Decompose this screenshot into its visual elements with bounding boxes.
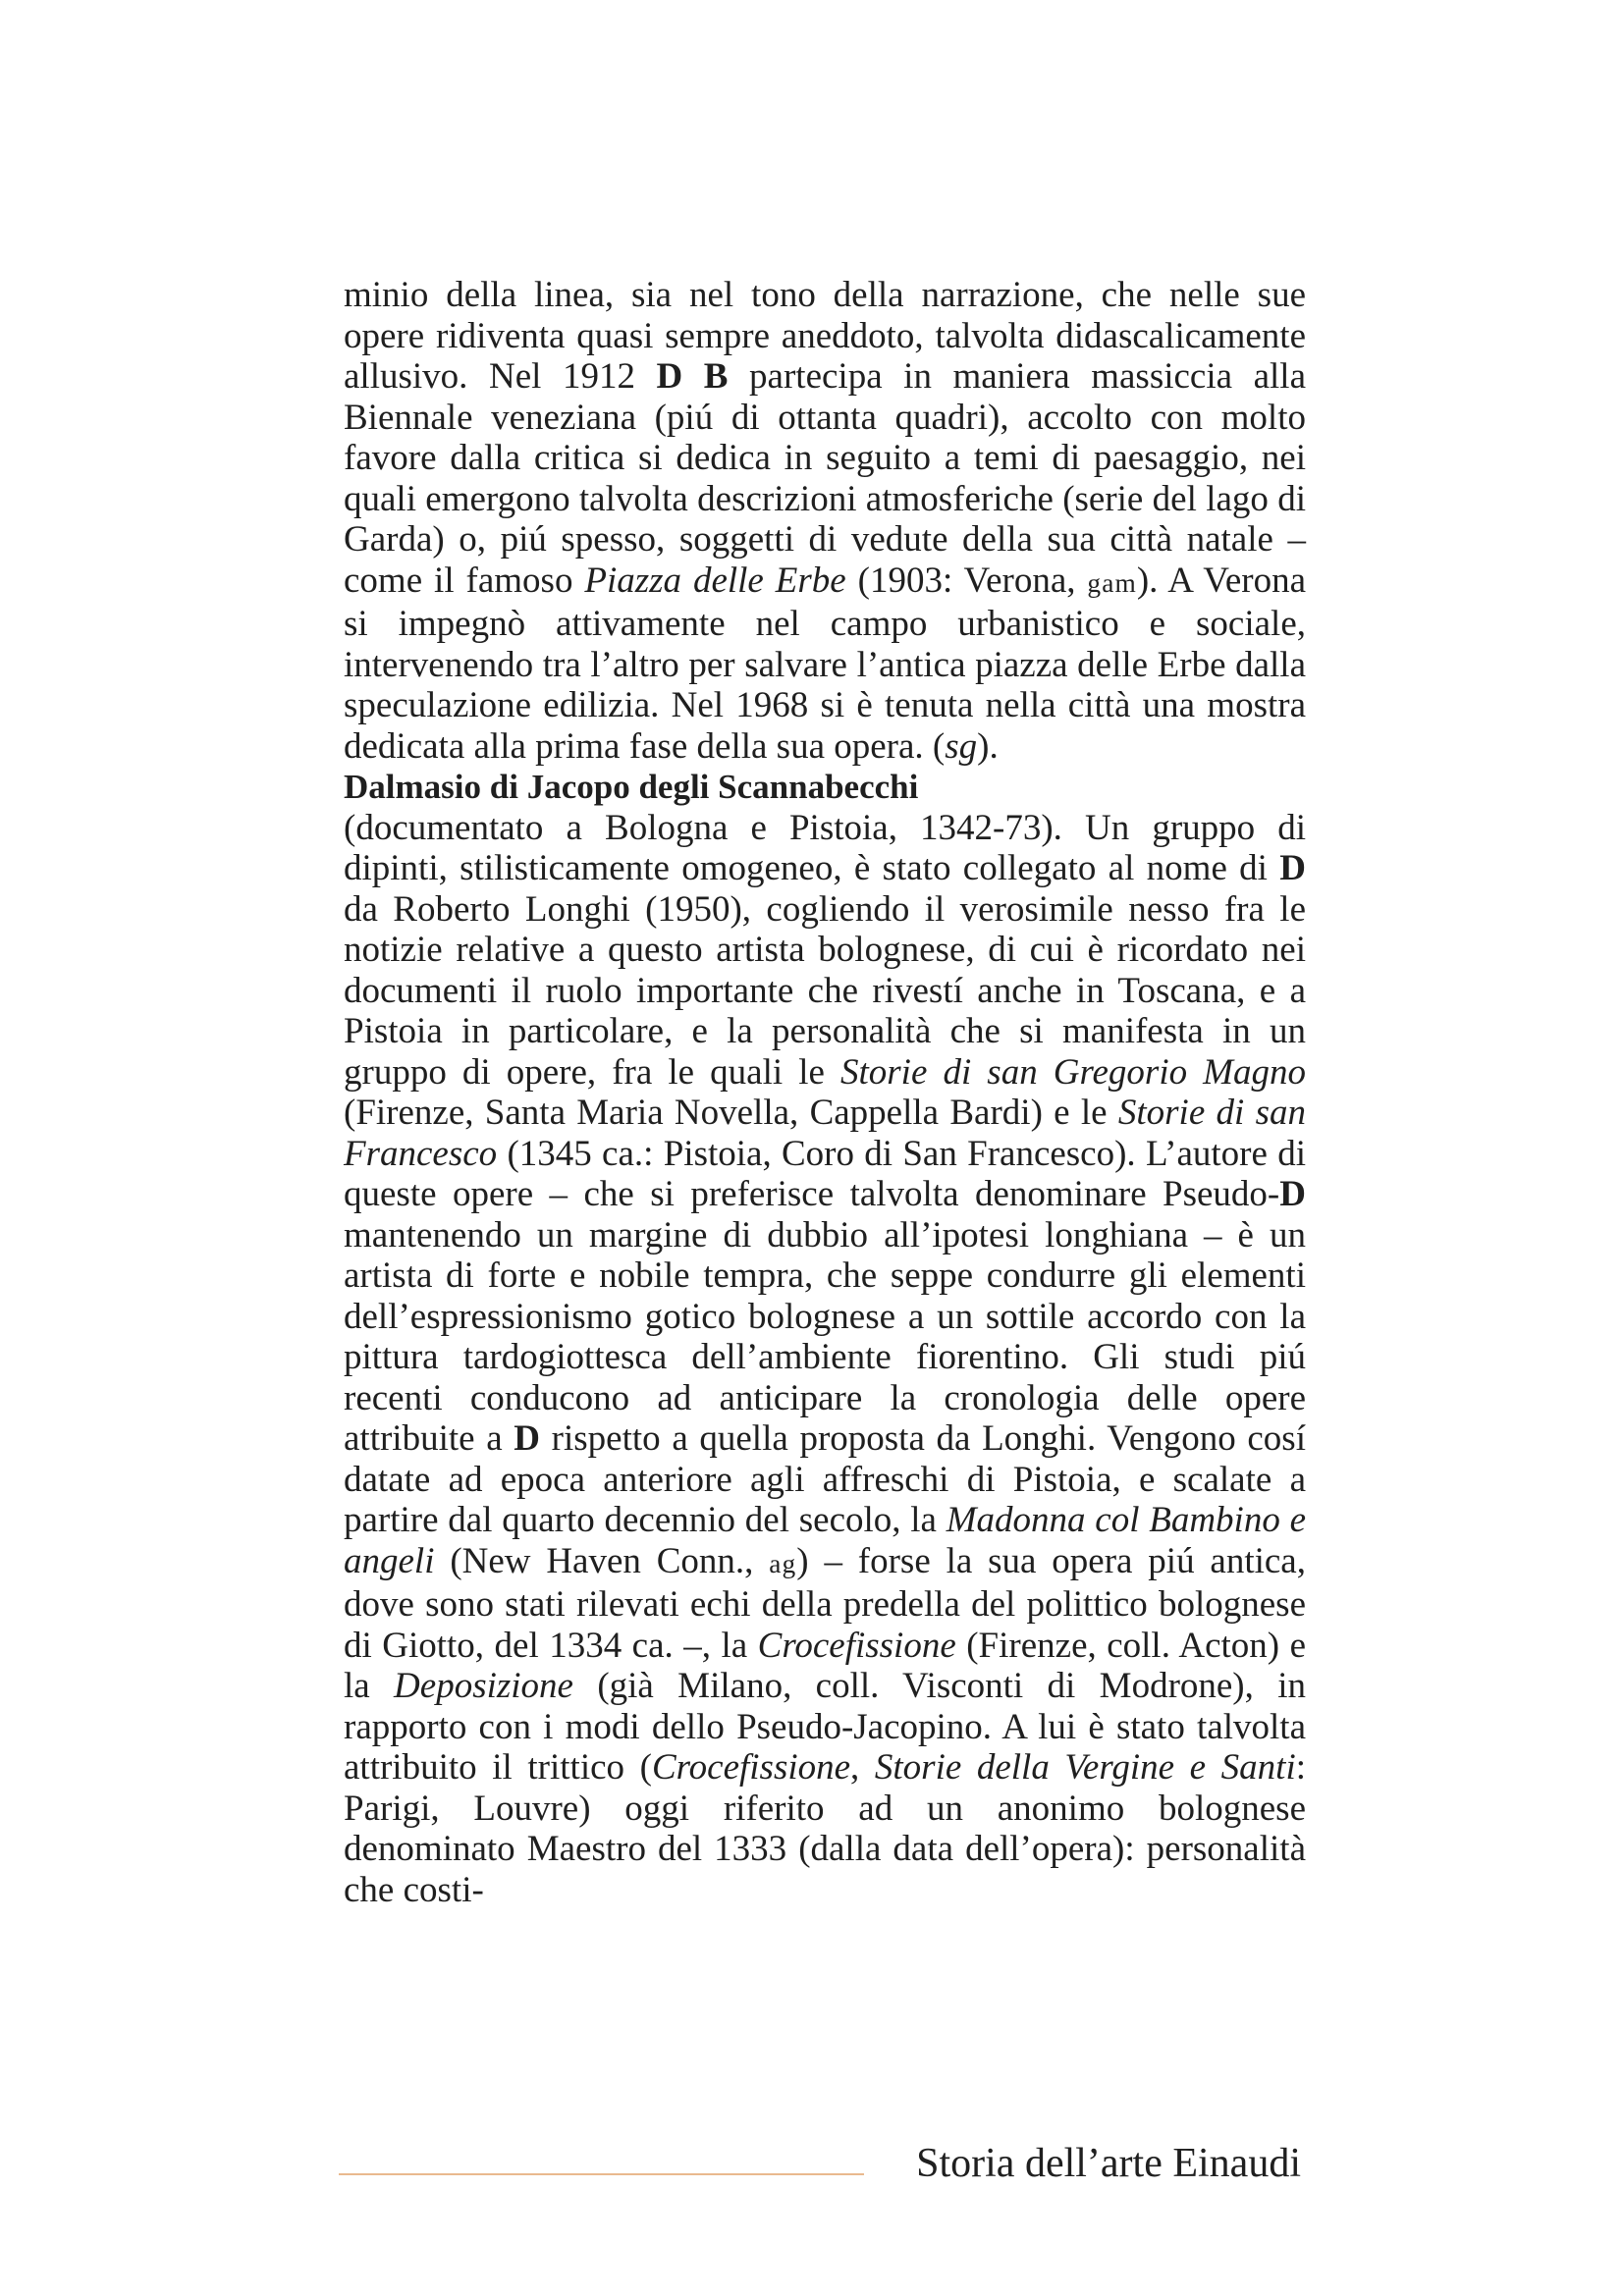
text-run: (Firenze, coll. Acton) e la xyxy=(344,1625,1307,1706)
text-run: , xyxy=(850,1747,875,1788)
page-body xyxy=(344,275,1306,1910)
entry-continuation-paragraph xyxy=(344,275,1306,767)
artist-abbreviation: D xyxy=(1279,848,1306,888)
text-run: partecipa in maniera massiccia alla Biennale veneziana (piú di ottanta quadri), accolto con molto favore dalla critica si dedica in seguito a temi di paesaggio, nei quali emergono talvolta descrizioni atmosferiche (serie del lago di Garda) o, piú spesso, soggetti di vedute della sua città natale – come il famoso xyxy=(344,356,1306,601)
footer-rule xyxy=(339,2173,864,2175)
text-run: (New Haven Conn., xyxy=(434,1540,770,1581)
artwork-title: Storie di san Gregorio Magno xyxy=(839,1051,1307,1093)
artwork-title: Storie di san Francesco xyxy=(344,1093,1307,1174)
footer-title: Storia dell’arte Einaudi xyxy=(916,2141,1301,2186)
artist-abbreviation: D B xyxy=(656,356,729,397)
text-run: mantenendo un margine di dubbio all’ipotesi longhiana – è un artista di forte e nobile tempra, che seppe condurre gli elementi dell’espressionismo gotico bolognese a un sottile accordo con la pittura tardogiottesca dell’ambiente fiorentino. Gli studi piú recenti conducono ad anticipare la cronologia delle opere attribuite a xyxy=(344,1214,1306,1459)
artwork-title: Madonna col Bambino e angeli xyxy=(344,1500,1307,1581)
text-run: (1345 ca.: Pistoia, Coro di San Francesco). L’autore di queste opere – che si preferisce talvolta denominare Pseudo- xyxy=(344,1133,1306,1214)
text-run: minio della linea, sia nel tono della narrazione, che nelle sue opere ridiventa quasi sempre aneddoto, talvolta didascalicamente allusivo. Nel 1912 xyxy=(344,275,1306,397)
text-run: (1903: Verona, xyxy=(845,560,1088,601)
text-run: : Parigi, Louvre) oggi riferito ad un anonimo bolognese denominato Maestro del 1333 (dalla data dell’opera): personalità che costi- xyxy=(344,1747,1307,1910)
entry-heading: Dalmasio di Jacopo degli Scannabecchi xyxy=(344,768,919,806)
text-run: da Roberto Longhi (1950), cogliendo il verosimile nesso fra le notizie relative a questo artista bolognese, di cui è ricordato nei documenti il ruolo importante che rivestí anche in Toscana, e a Pistoia in particolare, e la personalità che si manifesta in un gruppo di opere, fra le quali le xyxy=(344,888,1306,1093)
entry-paragraph xyxy=(344,808,1306,1911)
museum-abbreviation: gam xyxy=(1087,567,1137,598)
text-run: ). xyxy=(977,725,999,767)
artwork-title: Deposizione xyxy=(394,1666,573,1706)
text-run: ) – forse la sua opera piú antica, dove sono stati rilevati echi della predella del polittico bolognese di Giotto, del 1334 ca. –, la xyxy=(344,1540,1306,1666)
artist-abbreviation: D xyxy=(1279,1174,1306,1214)
text-run: ). A Verona si impegnò attivamente nel campo urbanistico e sociale, intervenendo tra l’altro per salvare l’antica piazza delle Erbe dalla speculazione edilizia. Nel 1968 si è tenuta nella città una mostra dedicata alla prima fase della sua opera. ( xyxy=(344,560,1307,767)
author-initials: sg xyxy=(945,725,978,767)
text-run: (Firenze, Santa Maria Novella, Cappella Bardi) e le xyxy=(344,1093,1118,1133)
artist-abbreviation: D xyxy=(514,1418,541,1459)
museum-abbreviation: ag xyxy=(769,1548,797,1578)
text-run: rispetto a quella proposta da Longhi. Vengono cosí datate ad epoca anteriore agli affreschi di Pistoia, e scalate a partire dal quarto decennio del secolo, la xyxy=(344,1418,1306,1540)
artwork-title: Crocefissione xyxy=(651,1747,851,1788)
text-run: (documentato a Bologna e Pistoia, 1342-73). Un gruppo di dipinti, stilisticamente omogeneo, è stato collegato al nome di xyxy=(344,807,1306,888)
artwork-title: Piazza delle Erbe xyxy=(584,560,846,601)
artwork-title: Crocefissione xyxy=(757,1625,956,1666)
text-run: (già Milano, coll. Visconti di Modrone), in rapporto con i modi dello Pseudo-Jacopino. A lui è stato talvolta attribuito il trittico ( xyxy=(344,1666,1306,1788)
artwork-title: Storie della Vergine e Santi xyxy=(874,1747,1296,1788)
